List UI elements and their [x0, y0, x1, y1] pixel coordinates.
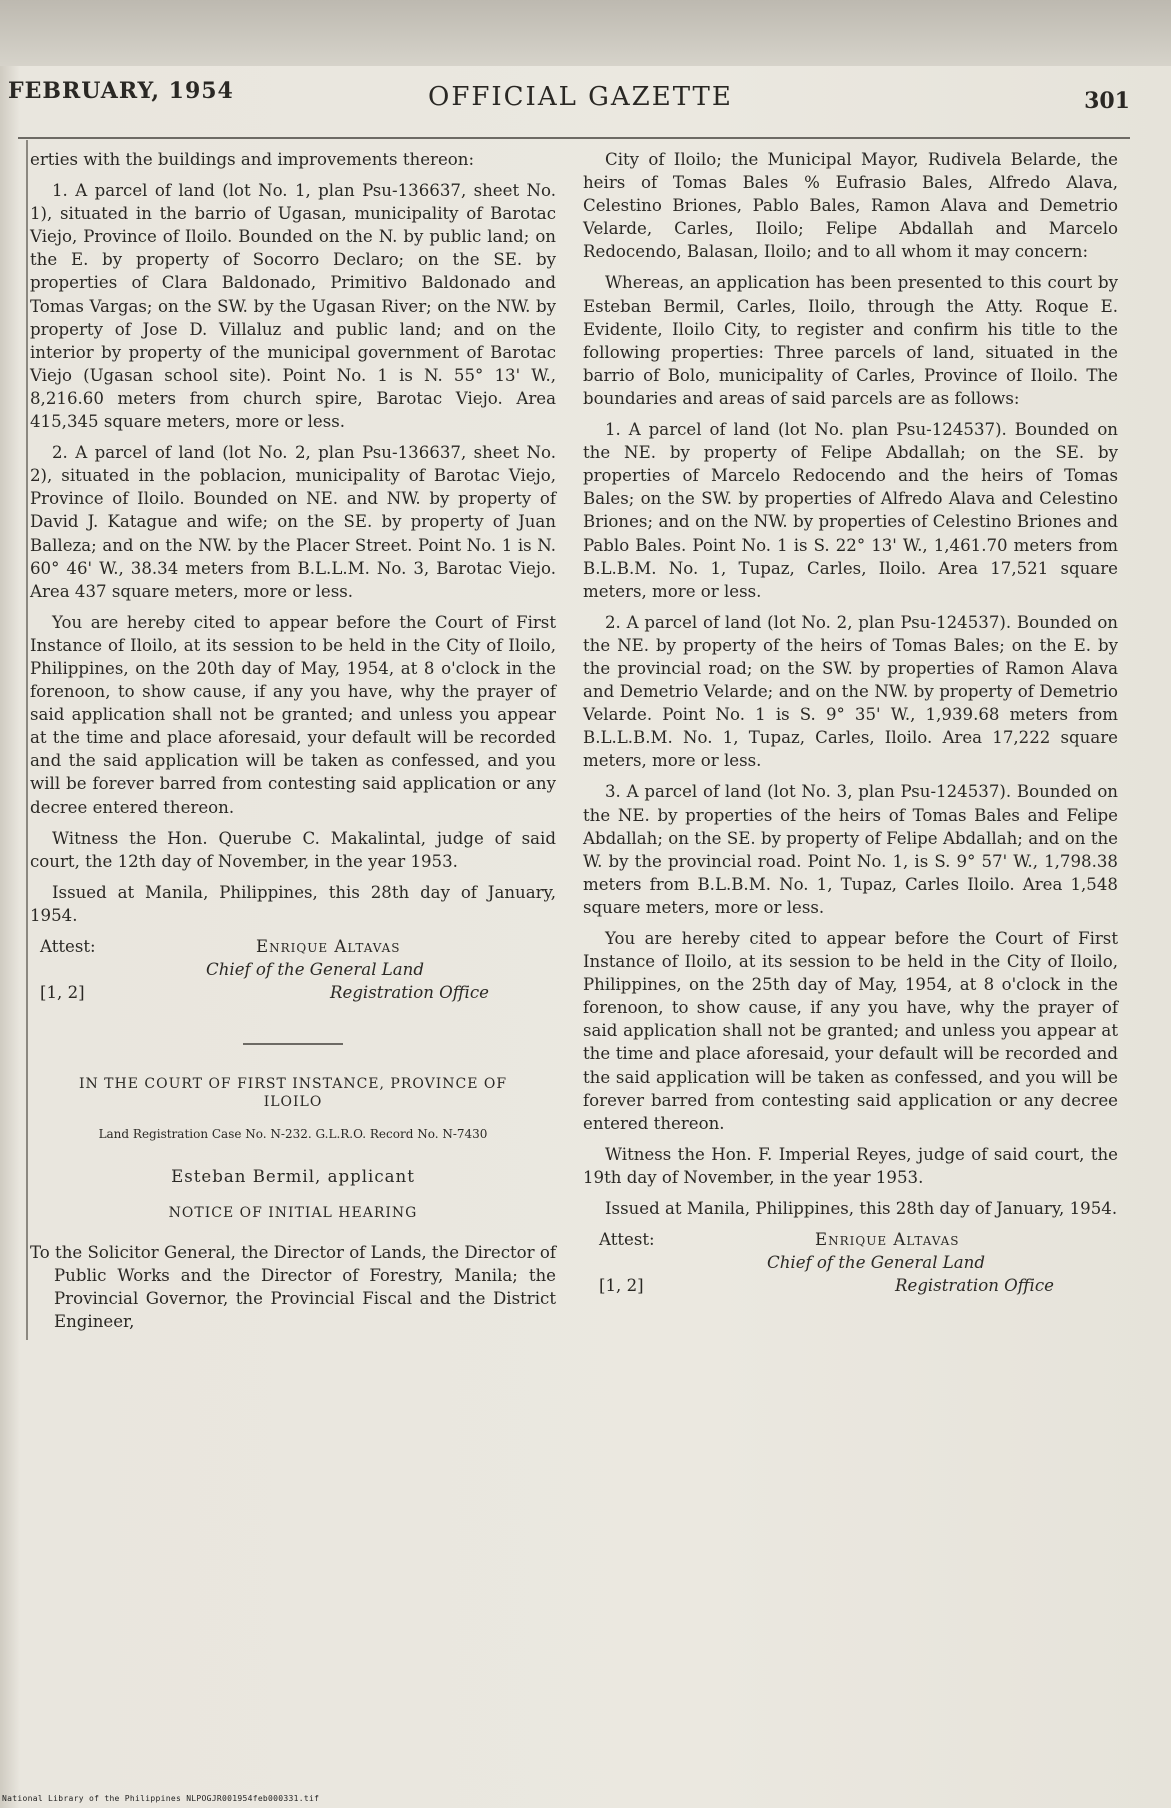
section-divider	[243, 1043, 343, 1045]
attestation-block	[583, 1228, 1118, 1320]
paragraph: Whereas, an application has been presented to this court by Esteban Bermil, Carles, Iloilo, through the Atty. Roque E. Evidente, Iloilo City, to register and confirm his title to the following properties: Three parcels of land, situated in the barrio of Bolo, municipality of Carles, Province of Iloilo. The boundaries and areas of said parcels are as follows:	[583, 273, 1118, 408]
header-rule	[18, 137, 1130, 139]
attest-title-line-2: Registration Office	[895, 1276, 1054, 1296]
attest-reference: [1, 2]	[40, 983, 85, 1002]
case-number: Land Registration Case No. N-232. G.L.R.O. Record No. N-7430	[98, 1127, 488, 1141]
scan-top-band	[0, 0, 1171, 66]
paragraph: To the Solicitor General, the Director of Lands, the Director of Public Works and the Director of Forestry, Manila; the Provincial Governor, the Provincial Fiscal and the District Engineer,	[30, 1243, 556, 1332]
attest-label: Attest:	[40, 937, 96, 956]
paragraph: City of Iloilo; the Municipal Mayor, Rudivela Belarde, the heirs of Tomas Bales % Eufrasio Bales, Alfredo Alava, Celestino Briones, Pablo Bales, Ramon Alava and Demetrio Velarde, Carles, Iloilo; Felipe Abdallah and Marcelo Redocendo, Balasan, Iloilo; and to all whom it may concern:	[583, 150, 1118, 262]
attestation-block	[30, 935, 556, 1027]
paragraph: You are hereby cited to appear before the Court of First Instance of Iloilo, at its session to be held in the City of Iloilo, Philippines, on the 20th day of May, 1954, at 8 o'clock in the forenoon, to show cause, if any you have, why the prayer of said application shall not be granted; and unless you appear at the time and place aforesaid, your default will be recorded and the said application will be taken as confessed, and you will be forever barred from contesting said application or any decree entered thereon.	[30, 612, 556, 817]
paragraph: Witness the Hon. Querube C. Makalintal, judge of said court, the 12th day of November, in the year 1953.	[30, 828, 556, 871]
paragraph: You are hereby cited to appear before the Court of First Instance of Iloilo, at its session to be held in the City of Iloilo, Philippines, on the 25th day of May, 1954, at 8 o'clock in the forenoon, to show cause, if any you have, why the prayer of said application shall not be granted; and unless you appear at the time and place aforesaid, your default will be recorded and the said application will be taken as confessed, and you will be forever barred from contesting said application or any decree entered thereon.	[583, 929, 1118, 1133]
issue-date: FEBRUARY, 1954	[8, 78, 234, 104]
paragraph: 1. A parcel of land (lot No. 1, plan Psu-136637, sheet No. 1), situated in the barrio of Ugasan, municipality of Barotac Viejo, Province of Iloilo. Bounded on the N. by public land; on the E. by property of Socorro Declaro; on the SE. by properties of Clara Baldonado, Primitivo Baldonado and Tomas Vargas; on the SW. by the Ugasan River; on the NW. by property of Jose D. Villaluz and public land; and on the interior by property of the municipal government of Barotac Viejo (Ugasan school site). Point No. 1 is N. 55° 13' W., 8,216.60 meters from church spire, Barotac Viejo. Area 415,345 square meters, more or less.	[30, 181, 556, 432]
publication-title: OFFICIAL GAZETTE	[428, 82, 733, 112]
attest-reference: [1, 2]	[599, 1276, 644, 1296]
page-number: 301	[1084, 88, 1130, 114]
paragraph: Issued at Manila, Philippines, this 28th day of January, 1954.	[30, 882, 556, 925]
court-heading: IN THE COURT OF FIRST INSTANCE, PROVINCE OF ILOILO	[78, 1076, 508, 1110]
paragraph: Witness the Hon. F. Imperial Reyes, judge of said court, the 19th day of November, in the year 1953.	[583, 1144, 1118, 1187]
page-header	[8, 70, 1130, 130]
paragraph: Issued at Manila, Philippines, this 28th day of January, 1954.	[605, 1199, 1118, 1219]
left-column	[30, 148, 556, 1342]
binding-edge-line	[26, 140, 28, 1340]
attest-title-line-1: Chief of the General Land	[206, 960, 424, 979]
notice-title: NOTICE OF INITIAL HEARING	[168, 1205, 418, 1222]
attest-label: Attest:	[599, 1230, 655, 1250]
attest-title-line-1: Chief of the General Land	[767, 1253, 985, 1273]
attest-title-line-2: Registration Office	[330, 983, 489, 1002]
applicant-name: Esteban Bermil, applicant	[171, 1167, 415, 1186]
attest-name: Enrique Altavas	[815, 1230, 960, 1250]
right-column	[583, 148, 1118, 1330]
scan-source-footer: National Library of the Philippines NLPOGJR001954feb000331.tif	[2, 1794, 320, 1803]
paragraph: 1. A parcel of land (lot No. plan Psu-124537). Bounded on the NE. by property of Felipe Abdallah; on the SE. by properties of Marcelo Redocendo and the heirs of Tomas Bales; on the SW. by properties of Alfredo Alava and Celestino Briones; and on the NW. by properties of Celestino Briones and Pablo Bales. Point No. 1 is S. 22° 13' W., 1,461.70 meters from B.L.B.M. No. 1, Tupaz, Carles, Iloilo. Area 17,521 square meters, more or less.	[583, 420, 1118, 601]
paragraph: erties with the buildings and improvements thereon:	[30, 150, 475, 169]
paragraph: 2. A parcel of land (lot No. 2, plan Psu-124537). Bounded on the NE. by property of the heirs of Tomas Bales; on the E. by the provincial road; on the SW. by properties of Ramon Alava and Demetrio Velarde; and on the NW. by property of Demetrio Velarde. Point No. 1 is S. 9° 35' W., 1,939.68 meters from B.L.L.B.M. No. 1, Tupaz, Carles, Iloilo. Area 17,222 square meters, more or less.	[583, 612, 1118, 771]
paragraph: 2. A parcel of land (lot No. 2, plan Psu-136637, sheet No. 2), situated in the poblacion, municipality of Barotac Viejo, Province of Iloilo. Bounded on NE. and NW. by property of David J. Katague and wife; on the SE. by property of Juan Balleza; and on the NW. by the Placer Street. Point No. 1 is N. 60° 46' W., 38.34 meters from B.L.L.M. No. 3, Barotac Viejo. Area 437 square meters, more or less.	[30, 443, 556, 601]
attest-name: Enrique Altavas	[256, 937, 401, 956]
paragraph: 3. A parcel of land (lot No. 3, plan Psu-124537). Bounded on the NE. by properties of the heirs of Tomas Bales and Felipe Abdallah; on the SE. by property of Felipe Abdallah; and on the W. by the provincial road. Point No. 1, is S. 9° 57' W., 1,798.38 meters from B.L.B.M. No. 1, Tupaz, Carles Iloilo. Area 1,548 square meters, more or less.	[583, 782, 1118, 917]
